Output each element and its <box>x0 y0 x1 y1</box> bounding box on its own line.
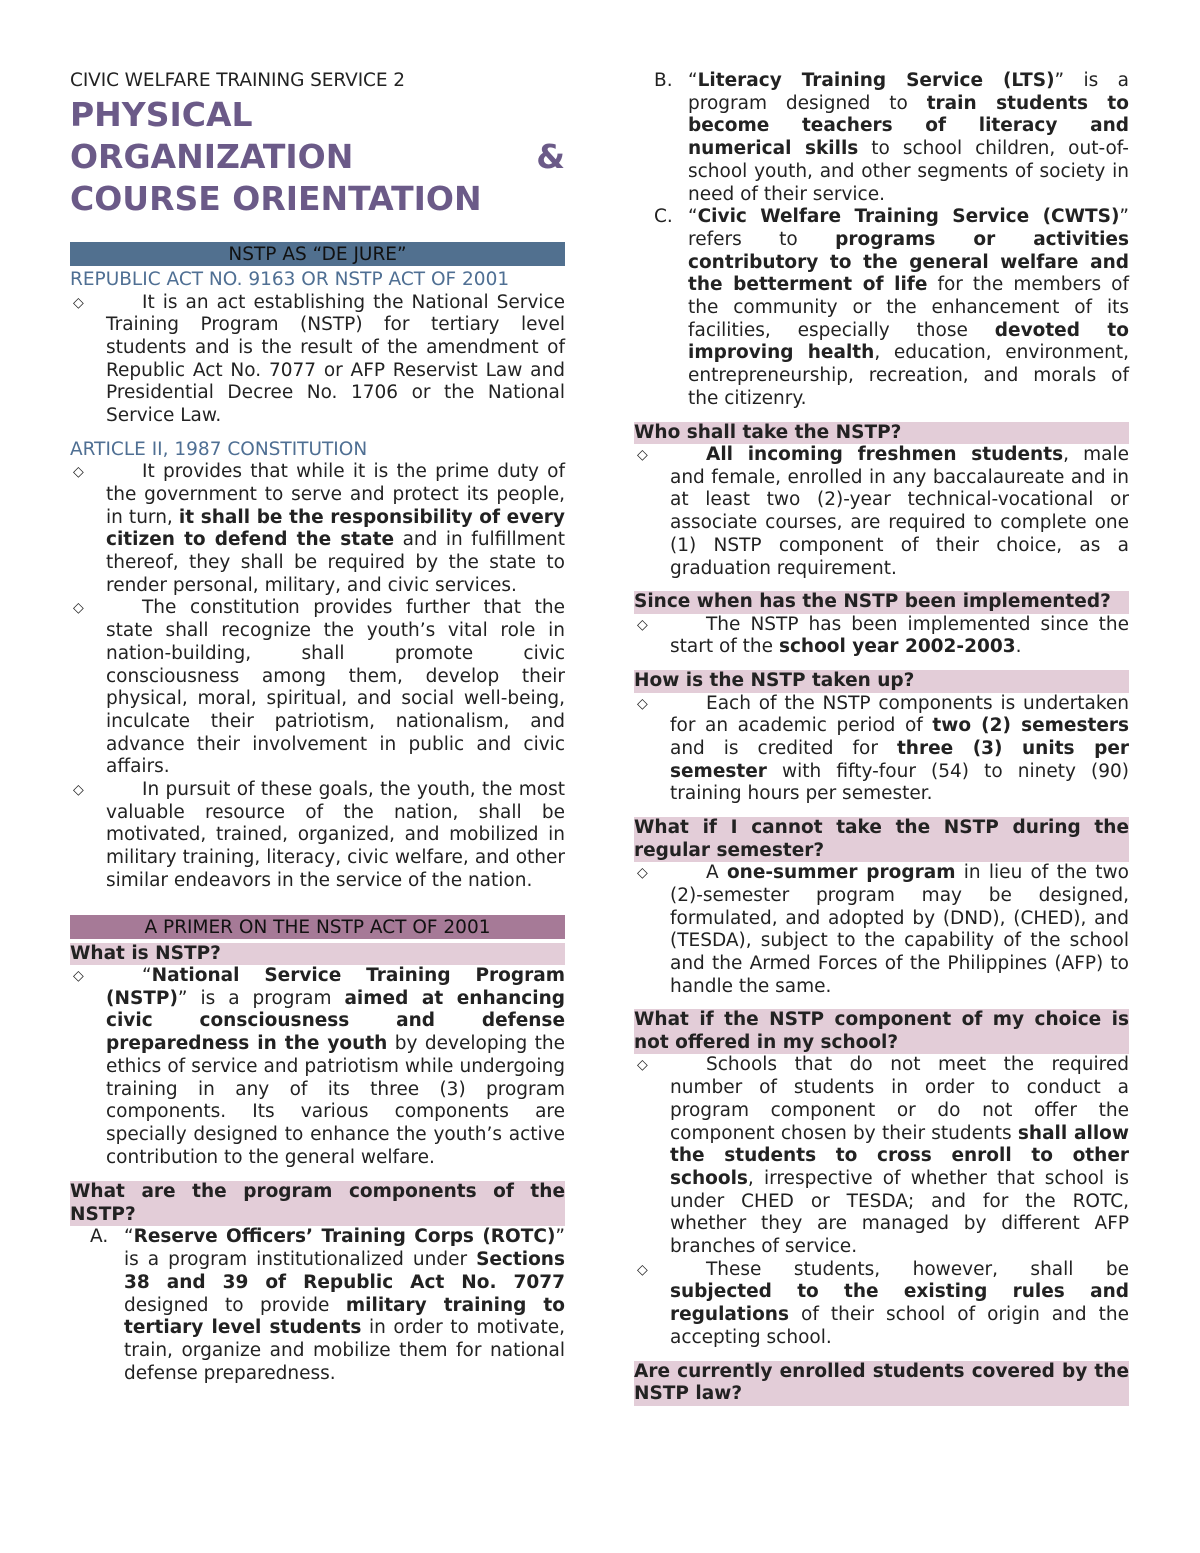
who-shall-take-bullet <box>634 444 1129 580</box>
component-cwts <box>634 206 1129 410</box>
left-column <box>70 66 565 1385</box>
since-when-text: The NSTP has been implemented since the start of the school year 2002-2003. <box>670 613 1129 658</box>
not-offered-bullet-1 <box>634 1054 1129 1258</box>
ra-heading: REPUBLIC ACT NO. 9163 OR NSTP ACT OF 2001 <box>70 269 510 290</box>
cannot-take-text: A one-summer program in lieu of the two (2)-semester program may be designed, formulated, and adopted by (DND), (CHED), and (TESDA), subject to the capability of the school and the Armed Forces of the Philippines (AFP) to handle the same. <box>670 862 1129 997</box>
how-taken-up-bullet <box>634 693 1129 807</box>
question-since-when: Since when has the NSTP been implemented? <box>634 591 1129 614</box>
article-bullet-1 <box>70 461 565 597</box>
question-not-offered: What if the NSTP component of my choice is not offered in my school? <box>634 1009 1129 1053</box>
diamond-bullet-icon: ◇ <box>637 695 648 712</box>
article-bullet-2-text: The constitution provides further that the state shall recognize the youth’s vital role in nation-building, shall promote civic consciousness among them, develop their physical, moral, spiritual, and social well-being, inculcate their patriotism, nationalism, and advance their involvement in public and civic affairs. <box>106 597 565 778</box>
diamond-bullet-icon: ◇ <box>637 616 648 633</box>
title-word-organization: ORGANIZATION <box>70 137 354 176</box>
what-is-nstp-text: “National Service Training Program (NSTP)” is a program aimed at enhancing civic consciousness and defense preparedness in the youth by developing the ethics of service and patriotism while undergoing training in any of its three (3) program components. Its various components are specially designed to enhance the youth’s active contribution to the general welfare. <box>106 965 565 1168</box>
diamond-bullet-icon: ◇ <box>637 865 648 882</box>
diamond-bullet-icon: ◇ <box>73 968 84 985</box>
diamond-bullet-icon: ◇ <box>73 782 84 799</box>
not-offered-text-2: These students, however, shall be subjected to the existing rules and regulations of their school of origin and the accepting school. <box>670 1258 1129 1348</box>
title-ampersand: & <box>536 137 565 176</box>
cannot-take-bullet <box>634 862 1129 998</box>
question-program-components: What are the program components of the NSTP? <box>70 1181 565 1225</box>
how-taken-up-text: Each of the NSTP components is undertaken for an academic period of two (2) semesters and is credited for three (3) units per semester with fifty-four (54) to ninety (90) training hours per semester. <box>670 692 1130 805</box>
list-marker-b: B. <box>654 70 673 91</box>
component-lts <box>634 70 1129 206</box>
question-how-taken-up: How is the NSTP taken up? <box>634 670 1129 693</box>
ra-bullet <box>70 292 565 428</box>
section-header-primer: A PRIMER ON THE NSTP ACT OF 2001 <box>70 915 565 939</box>
article-bullet-2 <box>70 597 565 779</box>
diamond-bullet-icon: ◇ <box>637 447 648 464</box>
list-marker-c: C. <box>654 206 673 228</box>
ra-text: It is an act establishing the National Service Training Program (NSTP) for tertiary level students and is the result of the amendment of Republic Act No. 7077 or AFP Reservist Law and Presidential Decree No. 1706 or the National Service Law. <box>106 291 565 427</box>
diamond-bullet-icon: ◇ <box>637 1261 648 1278</box>
course-label: CIVIC WELFARE TRAINING SERVICE 2 <box>70 70 405 91</box>
diamond-bullet-icon: ◇ <box>637 1057 648 1074</box>
since-when-bullet <box>634 614 1129 659</box>
diamond-bullet-icon: ◇ <box>73 600 84 617</box>
title-line-2 <box>70 136 565 178</box>
diamond-bullet-icon: ◇ <box>73 464 84 481</box>
article-bullet-3-text: In pursuit of these goals, the youth, the most valuable resource of the nation, shall be motivated, trained, organized, and mobilized in military training, literacy, civic welfare, and other similar endeavors in the service of the nation. <box>106 779 565 891</box>
diamond-bullet-icon: ◇ <box>73 294 84 311</box>
component-cwts-text: “Civic Welfare Training Service (CWTS)” refers to programs or activities contributory to the general welfare and the betterment of life for the members of the community or the enhancement of its facilities, especially those devoted to improving health, education, environment, entrepreneurship, recreation, and morals of the citizenry. <box>688 206 1129 409</box>
section-header-de-jure: NSTP AS “DE JURE” <box>70 242 565 266</box>
page-title <box>70 94 565 220</box>
question-what-is-nstp: What is NSTP? <box>70 943 565 966</box>
article-bullet-3 <box>70 779 565 893</box>
article-bullet-1-text: It provides that while it is the prime duty of the government to serve and protect its people, in turn, it shall be the responsibility of every citizen to defend the state and in fulfillment thereof, they shall be required by the state to render personal, military, and civic services. <box>106 461 565 596</box>
question-cannot-take: What if I cannot take the NSTP during the regular semester? <box>634 817 1129 861</box>
component-rotc <box>70 1226 565 1385</box>
title-line-3: COURSE ORIENTATION <box>70 179 482 218</box>
not-offered-text-1: Schools that do not meet the required number of students in order to conduct a program component or do not offer the component chosen by their students shall allow the students to cross enroll to other schools, irrespective of whether that school is under CHED or TESDA; and for the ROTC, whether they are managed by different AFP branches of service. <box>670 1054 1129 1258</box>
component-lts-text: “Literacy Training Service (LTS)” is a program designed to train students to become teachers of literacy and numerical skills to school children, out-of-school youth, and other segments of society in need of their service. <box>688 70 1129 205</box>
question-currently-enrolled: Are currently enrolled students covered by the NSTP law? <box>634 1360 1129 1405</box>
not-offered-bullet-2 <box>634 1259 1129 1350</box>
who-shall-take-text: All incoming freshmen students, male and female, enrolled in any baccalaureate and in at least two (2)-year technical-vocational or associate courses, are required to complete one (1) NSTP component of their choice, as a graduation requirement. <box>670 444 1129 579</box>
article-heading: ARTICLE II, 1987 CONSTITUTION <box>70 438 368 460</box>
right-column <box>634 66 1129 1406</box>
list-marker-a: A. <box>90 1226 109 1248</box>
title-line-1: PHYSICAL <box>70 95 253 134</box>
component-rotc-text: “Reserve Officers’ Training Corps (ROTC)” is a program institutionalized under Sections 38 and 39 of Republic Act No. 7077 designed to provide military training to tertiary level students in order to motivate, train, organize and mobilize them for national defense preparedness. <box>124 1226 565 1384</box>
question-who-shall-take: Who shall take the NSTP? <box>634 422 1129 445</box>
what-is-nstp-bullet <box>70 965 565 1169</box>
